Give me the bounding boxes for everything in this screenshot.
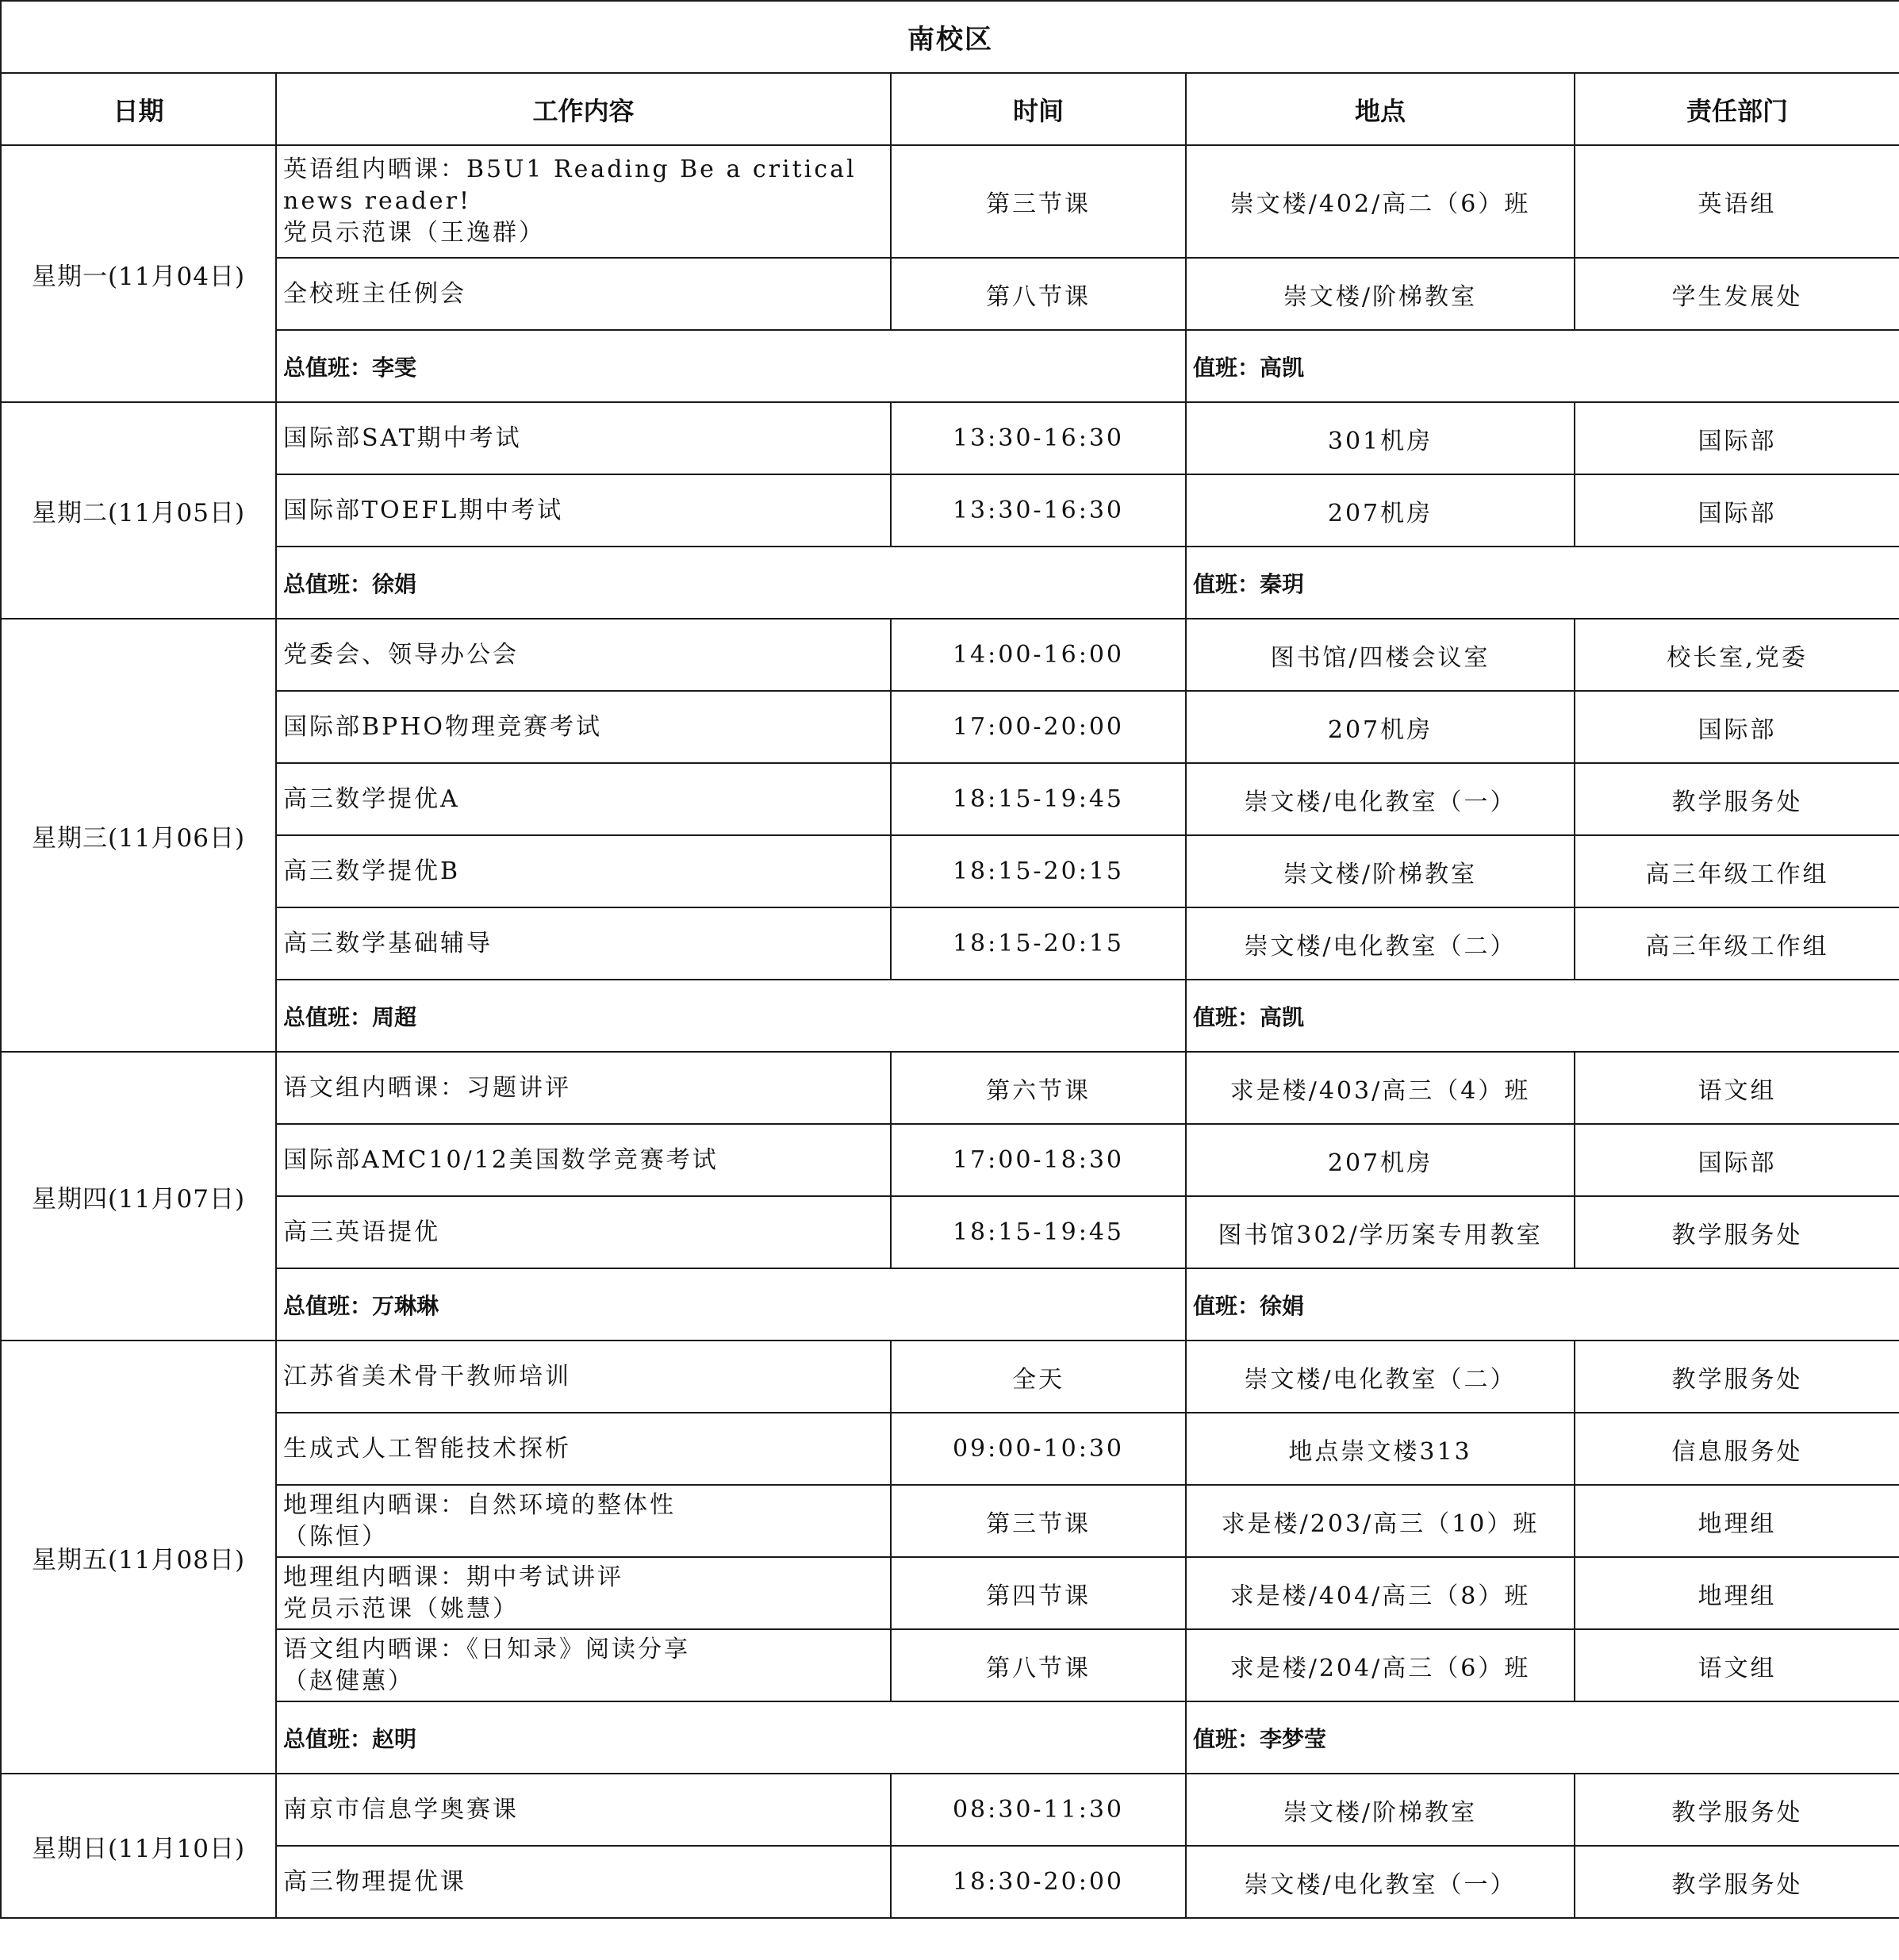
page-title: 南校区 bbox=[1, 1, 1899, 73]
event-content bbox=[276, 474, 891, 547]
event-content bbox=[276, 145, 891, 258]
event-content bbox=[276, 258, 891, 330]
duty-row bbox=[1, 980, 1899, 1052]
event-place: 207机房 bbox=[1186, 1124, 1575, 1196]
event-content-line: 党员示范课（王逸群） bbox=[283, 219, 545, 247]
table-row bbox=[1, 763, 1899, 835]
table-row bbox=[1, 1124, 1899, 1196]
date-cell: 星期二(11月05日) bbox=[1, 402, 276, 619]
event-content bbox=[276, 1557, 891, 1629]
event-dept: 英语组 bbox=[1575, 145, 1899, 258]
event-content-line: 全校班主任例会 bbox=[283, 279, 466, 308]
event-place: 崇文楼/阶梯教室 bbox=[1186, 258, 1575, 330]
event-time: 全天 bbox=[891, 1341, 1186, 1413]
event-time: 18:15-19:45 bbox=[891, 763, 1186, 835]
event-time: 第三节课 bbox=[891, 1485, 1186, 1557]
event-time: 18:15-20:15 bbox=[891, 907, 1186, 980]
table-row bbox=[1, 691, 1899, 763]
event-content bbox=[276, 402, 891, 474]
duty-chief: 总值班：徐娟 bbox=[276, 547, 1186, 619]
table-row bbox=[1, 1774, 1899, 1846]
table-row bbox=[1, 1485, 1899, 1557]
event-time: 18:15-19:45 bbox=[891, 1196, 1186, 1268]
date-cell: 星期四(11月07日) bbox=[1, 1052, 276, 1341]
event-content-line: 高三物理提优课 bbox=[283, 1867, 466, 1896]
table-row bbox=[1, 1557, 1899, 1629]
table-row bbox=[1, 1629, 1899, 1701]
event-time: 17:00-18:30 bbox=[891, 1124, 1186, 1196]
event-content-line: 江苏省美术骨干教师培训 bbox=[283, 1362, 571, 1390]
event-content bbox=[276, 1485, 891, 1557]
event-dept: 语文组 bbox=[1575, 1629, 1899, 1701]
event-content bbox=[276, 1774, 891, 1846]
event-content bbox=[276, 691, 891, 763]
event-content bbox=[276, 907, 891, 980]
event-dept: 教学服务处 bbox=[1575, 1846, 1899, 1918]
event-content-line: 地理组内晒课：自然环境的整体性 bbox=[283, 1490, 676, 1519]
event-place: 求是楼/404/高三（8）班 bbox=[1186, 1557, 1575, 1629]
event-content bbox=[276, 1052, 891, 1124]
event-time: 第八节课 bbox=[891, 258, 1186, 330]
event-time: 09:00-10:30 bbox=[891, 1413, 1186, 1485]
event-content-line: 英语组内晒课：B5U1 Reading Be a critical bbox=[283, 155, 857, 183]
event-content-line: 地理组内晒课：期中考试讲评 bbox=[283, 1563, 623, 1591]
table-row bbox=[1, 907, 1899, 980]
event-time: 18:15-20:15 bbox=[891, 835, 1186, 907]
event-dept: 国际部 bbox=[1575, 474, 1899, 547]
event-content-line: 国际部BPHO物理竞赛考试 bbox=[283, 712, 602, 741]
table-row bbox=[1, 145, 1899, 258]
duty-staff: 值班：高凯 bbox=[1186, 980, 1899, 1052]
duty-staff: 值班：秦玥 bbox=[1186, 547, 1899, 619]
event-content-line: 南京市信息学奥赛课 bbox=[283, 1795, 519, 1824]
duty-row bbox=[1, 330, 1899, 402]
date-cell: 星期日(11月10日) bbox=[1, 1774, 276, 1918]
event-place: 207机房 bbox=[1186, 691, 1575, 763]
event-time: 第六节课 bbox=[891, 1052, 1186, 1124]
event-dept: 高三年级工作组 bbox=[1575, 835, 1899, 907]
duty-row bbox=[1, 1268, 1899, 1341]
event-place: 图书馆/四楼会议室 bbox=[1186, 619, 1575, 691]
event-content-line: 国际部SAT期中考试 bbox=[283, 424, 522, 452]
event-content-line: 高三数学基础辅导 bbox=[283, 929, 493, 957]
event-dept: 教学服务处 bbox=[1575, 1196, 1899, 1268]
event-dept: 教学服务处 bbox=[1575, 1341, 1899, 1413]
duty-row bbox=[1, 1701, 1899, 1774]
event-place: 崇文楼/阶梯教室 bbox=[1186, 835, 1575, 907]
event-place: 崇文楼/阶梯教室 bbox=[1186, 1774, 1575, 1846]
event-place: 求是楼/204/高三（6）班 bbox=[1186, 1629, 1575, 1701]
event-dept: 国际部 bbox=[1575, 691, 1899, 763]
event-content bbox=[276, 1124, 891, 1196]
event-dept: 高三年级工作组 bbox=[1575, 907, 1899, 980]
event-place: 207机房 bbox=[1186, 474, 1575, 547]
event-place: 崇文楼/电化教室（二） bbox=[1186, 907, 1575, 980]
event-content bbox=[276, 1846, 891, 1918]
event-place: 崇文楼/电化教室（二） bbox=[1186, 1341, 1575, 1413]
event-content-line: 党委会、领导办公会 bbox=[283, 640, 519, 669]
header-date: 日期 bbox=[1, 73, 276, 145]
duty-staff: 值班：徐娟 bbox=[1186, 1268, 1899, 1341]
event-dept: 教学服务处 bbox=[1575, 763, 1899, 835]
header-dept: 责任部门 bbox=[1575, 73, 1899, 145]
event-content-line: 国际部AMC10/12美国数学竞赛考试 bbox=[283, 1145, 719, 1174]
table-row bbox=[1, 1413, 1899, 1485]
table-row bbox=[1, 402, 1899, 474]
event-place: 地点崇文楼313 bbox=[1186, 1413, 1575, 1485]
table-row bbox=[1, 258, 1899, 330]
event-place: 崇文楼/电化教室（一） bbox=[1186, 1846, 1575, 1918]
table-row bbox=[1, 1341, 1899, 1413]
event-content bbox=[276, 1196, 891, 1268]
event-content-line: 高三数学提优B bbox=[283, 857, 461, 885]
event-dept: 信息服务处 bbox=[1575, 1413, 1899, 1485]
event-dept: 国际部 bbox=[1575, 402, 1899, 474]
duty-chief: 总值班：周超 bbox=[276, 980, 1186, 1052]
event-content-line: （赵健蕙） bbox=[283, 1667, 414, 1695]
date-cell: 星期三(11月06日) bbox=[1, 619, 276, 1052]
event-dept: 国际部 bbox=[1575, 1124, 1899, 1196]
event-content-line: 党员示范课（姚慧） bbox=[283, 1594, 519, 1623]
event-content-line: 高三数学提优A bbox=[283, 784, 460, 813]
event-time: 08:30-11:30 bbox=[891, 1774, 1186, 1846]
event-dept: 教学服务处 bbox=[1575, 1774, 1899, 1846]
event-content-line: （陈恒） bbox=[283, 1522, 388, 1551]
table-row bbox=[1, 474, 1899, 547]
event-place: 求是楼/403/高三（4）班 bbox=[1186, 1052, 1575, 1124]
table-row bbox=[1, 835, 1899, 907]
event-dept: 地理组 bbox=[1575, 1557, 1899, 1629]
event-content bbox=[276, 1629, 891, 1701]
event-time: 第八节课 bbox=[891, 1629, 1186, 1701]
event-content-line: news reader! bbox=[283, 187, 472, 215]
event-place: 崇文楼/402/高二（6）班 bbox=[1186, 145, 1575, 258]
header-content: 工作内容 bbox=[276, 73, 891, 145]
duty-row bbox=[1, 547, 1899, 619]
table-row bbox=[1, 619, 1899, 691]
event-content-line: 语文组内晒课：习题讲评 bbox=[283, 1073, 571, 1102]
event-place: 图书馆302/学历案专用教室 bbox=[1186, 1196, 1575, 1268]
table-row bbox=[1, 1846, 1899, 1918]
table-row bbox=[1, 1196, 1899, 1268]
event-content bbox=[276, 763, 891, 835]
event-time: 13:30-16:30 bbox=[891, 474, 1186, 547]
event-content-line: 国际部TOEFL期中考试 bbox=[283, 496, 564, 524]
event-place: 301机房 bbox=[1186, 402, 1575, 474]
event-content bbox=[276, 835, 891, 907]
table-row bbox=[1, 1052, 1899, 1124]
date-cell: 星期一(11月04日) bbox=[1, 145, 276, 402]
event-dept: 语文组 bbox=[1575, 1052, 1899, 1124]
event-time: 第三节课 bbox=[891, 145, 1186, 258]
schedule-body bbox=[1, 145, 1899, 1918]
event-time: 13:30-16:30 bbox=[891, 402, 1186, 474]
duty-chief: 总值班：李雯 bbox=[276, 330, 1186, 402]
event-dept: 校长室,党委 bbox=[1575, 619, 1899, 691]
duty-staff: 值班：李梦莹 bbox=[1186, 1701, 1899, 1774]
duty-chief: 总值班：万琳琳 bbox=[276, 1268, 1186, 1341]
event-time: 17:00-20:00 bbox=[891, 691, 1186, 763]
event-place: 崇文楼/电化教室（一） bbox=[1186, 763, 1575, 835]
event-dept: 学生发展处 bbox=[1575, 258, 1899, 330]
event-dept: 地理组 bbox=[1575, 1485, 1899, 1557]
duty-staff: 值班：高凯 bbox=[1186, 330, 1899, 402]
event-content bbox=[276, 1413, 891, 1485]
event-content-line: 生成式人工智能技术探析 bbox=[283, 1434, 571, 1463]
duty-chief: 总值班：赵明 bbox=[276, 1701, 1186, 1774]
event-time: 18:30-20:00 bbox=[891, 1846, 1186, 1918]
event-place: 求是楼/203/高三（10）班 bbox=[1186, 1485, 1575, 1557]
event-content bbox=[276, 619, 891, 691]
event-time: 第四节课 bbox=[891, 1557, 1186, 1629]
header-place: 地点 bbox=[1186, 73, 1575, 145]
date-cell: 星期五(11月08日) bbox=[1, 1341, 276, 1774]
header-time: 时间 bbox=[891, 73, 1186, 145]
event-content bbox=[276, 1341, 891, 1413]
event-content-line: 语文组内晒课：《日知录》阅读分享 bbox=[283, 1635, 690, 1663]
event-content-line: 高三英语提优 bbox=[283, 1218, 440, 1246]
event-time: 14:00-16:00 bbox=[891, 619, 1186, 691]
